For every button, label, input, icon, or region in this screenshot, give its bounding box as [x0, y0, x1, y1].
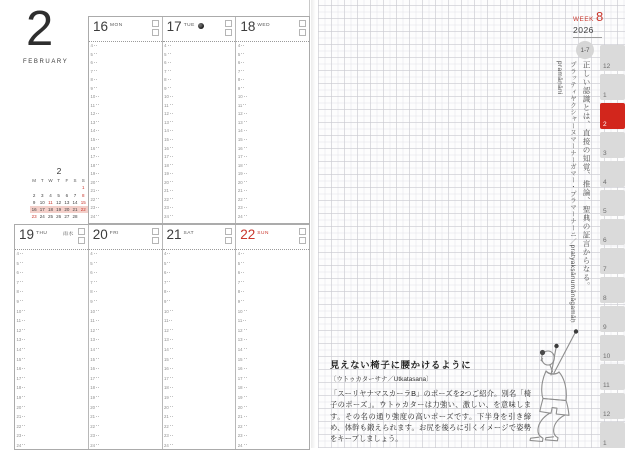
hour-label: 12 — [90, 328, 99, 338]
new-moon-icon — [198, 23, 204, 29]
hour-label: 15 — [90, 357, 99, 367]
day-cell: 16 — [31, 207, 37, 213]
day-cell — [79, 213, 87, 220]
hour-label: 9 — [91, 86, 100, 95]
hour-label: 24 — [164, 443, 173, 449]
hour-label: 19 — [238, 171, 247, 180]
day-cell: 26 — [56, 214, 62, 220]
day-cell — [55, 184, 63, 191]
header-rule — [573, 37, 602, 38]
week-header — [573, 9, 605, 38]
month-tab-8[interactable]: 8 — [600, 277, 625, 303]
task-checkbox[interactable] — [152, 29, 159, 36]
hour-label: 10 — [90, 309, 99, 319]
hour-label: 13 — [238, 337, 247, 347]
hour-label: 9 — [238, 86, 247, 95]
hour-label: 17 — [164, 376, 173, 386]
mini-calendar-week-row — [30, 192, 88, 199]
hour-label: 16 — [238, 146, 247, 155]
weekday-cell: S — [73, 178, 77, 183]
hour-label: 24 — [17, 443, 26, 449]
hour-label: 19 — [164, 395, 173, 405]
month-tab-12[interactable]: 12 — [600, 393, 625, 419]
day-cell — [38, 184, 46, 191]
day-cell: 2 — [32, 192, 36, 198]
hour-label: 5 — [164, 52, 173, 61]
weekday-label: SAT — [183, 230, 195, 236]
task-checkbox[interactable] — [299, 20, 306, 27]
pose-title: 見えない椅子に腰かけるように — [330, 360, 472, 370]
day-cell: 14 — [72, 199, 78, 205]
sutra-reference-badge: 1-7 — [576, 41, 594, 59]
hour-label: 14 — [91, 128, 100, 137]
day-number: 17 — [166, 19, 182, 34]
day-notes-area[interactable] — [236, 250, 309, 449]
month-tab-3[interactable]: 3 — [600, 132, 625, 158]
month-tab-9[interactable]: 9 — [600, 306, 625, 332]
day-header — [163, 225, 236, 250]
month-tab-5[interactable]: 5 — [600, 190, 625, 216]
weekday-cell: T — [57, 178, 61, 183]
hour-label: 11 — [17, 318, 26, 328]
day-cell: 18 — [47, 207, 53, 213]
hour-label: 9 — [164, 299, 173, 309]
hour-label: 19 — [90, 395, 99, 405]
day-cell — [71, 184, 79, 191]
hour-label: 16 — [90, 366, 99, 376]
hour-label: 20 — [238, 405, 247, 415]
sutra-text-reading: プラッティヤクシャーヌマーナーガマー・プラマーナーニ／pratyakṣānumānāgamāḥ pramāṇāni — [556, 61, 576, 323]
day-cell — [63, 184, 71, 191]
pose-subtitle: 〔ウトゥカターサナ／Utkatasana〕 — [330, 376, 433, 383]
hour-label: 12 — [164, 111, 173, 120]
pose-description — [330, 357, 531, 444]
day-cell: 12 — [56, 199, 62, 205]
task-checkbox[interactable] — [299, 228, 306, 235]
weekday-cell: S — [81, 178, 85, 183]
month-tab-10[interactable]: 10 — [600, 335, 625, 361]
weekday-label: FRI — [109, 230, 120, 236]
hour-label: 12 — [238, 328, 247, 338]
hour-label: 12 — [164, 328, 173, 338]
hour-label: 18 — [17, 385, 26, 395]
hour-label: 11 — [238, 103, 247, 112]
hour-label: 17 — [91, 154, 100, 163]
hour-label: 4 — [17, 251, 26, 261]
hour-label: 17 — [164, 154, 173, 163]
day-column-wed — [236, 17, 309, 223]
hour-label: 22 — [164, 197, 173, 206]
month-name: FEBRUARY — [23, 59, 69, 65]
hour-label: 14 — [164, 347, 173, 357]
day-number: 22 — [240, 227, 256, 242]
sutra-text-block — [553, 61, 594, 353]
hour-label: 24 — [238, 443, 247, 449]
checkbox-stack — [299, 228, 306, 244]
hour-label: 17 — [238, 154, 247, 163]
hour-label: 8 — [164, 77, 173, 86]
week-number: 8 — [595, 9, 604, 24]
week-row-bottom — [14, 224, 310, 450]
hour-label: 5 — [90, 261, 99, 271]
hour-label: 6 — [238, 60, 247, 69]
day-cell: 15 — [80, 199, 86, 205]
hour-ruler — [90, 251, 99, 449]
hour-label: 21 — [164, 188, 173, 197]
hour-label: 7 — [238, 280, 247, 290]
task-checkbox[interactable] — [225, 29, 232, 36]
hour-label: 21 — [91, 188, 100, 197]
hour-label: 13 — [90, 337, 99, 347]
day-cell: 19 — [56, 207, 62, 213]
day-cell: 25 — [47, 214, 53, 220]
day-number: 19 — [19, 227, 35, 242]
day-notes-area[interactable] — [163, 250, 236, 449]
hour-label: 15 — [238, 137, 247, 146]
hour-label: 13 — [164, 337, 173, 347]
hour-label: 24 — [164, 214, 173, 223]
hour-label: 18 — [164, 385, 173, 395]
mini-calendar-week-row — [30, 199, 88, 206]
hour-label: 10 — [164, 309, 173, 319]
day-notes-area[interactable] — [89, 250, 162, 449]
day-cell: 8 — [81, 192, 85, 198]
hour-label: 8 — [17, 289, 26, 299]
day-cell: 3 — [41, 192, 44, 198]
week-row-top — [88, 16, 310, 224]
hour-label: 10 — [238, 309, 247, 319]
hour-label: 23 — [238, 433, 247, 443]
hour-label: 20 — [238, 180, 247, 189]
hour-label: 17 — [238, 376, 247, 386]
hour-label: 10 — [17, 309, 26, 319]
day-notes-area[interactable] — [89, 42, 162, 223]
hour-label: 16 — [164, 146, 173, 155]
left-page — [0, 0, 310, 448]
weekday-label: WED — [257, 22, 271, 28]
hour-label: 17 — [17, 376, 26, 386]
day-cell: 4 — [49, 192, 52, 198]
day-cell: 23 — [31, 214, 37, 220]
hour-label: 14 — [17, 347, 26, 357]
hour-ruler — [238, 43, 247, 222]
hour-label: 10 — [91, 94, 100, 103]
day-column-sun — [236, 225, 309, 449]
hour-label: 22 — [238, 197, 247, 206]
hour-label: 23 — [91, 205, 100, 214]
hour-label: 7 — [91, 69, 100, 78]
hour-label: 21 — [238, 188, 247, 197]
hour-label: 22 — [90, 424, 99, 434]
hour-label: 15 — [164, 137, 173, 146]
hour-label: 19 — [17, 395, 26, 405]
month-tab-12[interactable]: 12 — [600, 45, 625, 71]
hour-label: 22 — [164, 424, 173, 434]
hour-label: 19 — [238, 395, 247, 405]
task-checkbox[interactable] — [152, 228, 159, 235]
hour-label: 8 — [164, 289, 173, 299]
weekday-label: THU — [36, 230, 48, 236]
hour-label: 21 — [164, 414, 173, 424]
hour-label: 6 — [90, 270, 99, 280]
hour-label: 5 — [17, 261, 26, 271]
day-cell: 9 — [32, 199, 36, 205]
day-cell: 7 — [73, 192, 77, 198]
hour-label: 18 — [90, 385, 99, 395]
hour-label: 11 — [164, 318, 173, 328]
day-column-fri — [89, 225, 163, 449]
hour-label: 11 — [91, 103, 100, 112]
day-cell: 24 — [39, 214, 45, 220]
hour-label: 18 — [91, 163, 100, 172]
day-cell: 6 — [65, 192, 69, 198]
hour-label: 8 — [238, 77, 247, 86]
hour-label: 8 — [90, 289, 99, 299]
mini-calendar-week-row — [30, 213, 88, 220]
hour-label: 18 — [164, 163, 173, 172]
day-number: 16 — [93, 19, 109, 34]
day-notes-area[interactable] — [15, 250, 88, 449]
hour-label: 20 — [90, 405, 99, 415]
hour-label: 6 — [164, 270, 173, 280]
hour-label: 23 — [238, 205, 247, 214]
day-header — [15, 225, 88, 250]
hour-label: 9 — [164, 86, 173, 95]
task-checkbox[interactable] — [78, 237, 85, 244]
hour-label: 20 — [164, 180, 173, 189]
day-header — [89, 17, 162, 42]
checkbox-stack — [152, 20, 159, 36]
month-tab-6[interactable]: 6 — [600, 219, 625, 245]
month-tab-11[interactable]: 11 — [600, 364, 625, 390]
day-number: 18 — [240, 19, 256, 34]
mini-calendar-week-row — [30, 184, 88, 191]
day-cell: 17 — [39, 207, 45, 213]
hour-label: 22 — [238, 424, 247, 434]
weekday-label: TUE — [183, 22, 195, 28]
day-cell: 20 — [64, 207, 70, 213]
hour-label: 12 — [238, 111, 247, 120]
month-tab-1[interactable]: 1 — [600, 74, 625, 100]
task-checkbox[interactable] — [152, 20, 159, 27]
task-checkbox[interactable] — [299, 29, 306, 36]
day-column-mon — [89, 17, 163, 223]
day-cell: 22 — [80, 207, 86, 213]
hour-label: 21 — [17, 414, 26, 424]
hour-label: 14 — [238, 347, 247, 357]
hour-label: 5 — [164, 261, 173, 271]
hour-label: 11 — [90, 318, 99, 328]
hour-label: 8 — [238, 289, 247, 299]
mini-calendar-month: 2 — [56, 166, 62, 176]
hour-label: 17 — [90, 376, 99, 386]
mini-calendar-week-row — [30, 206, 88, 213]
hour-label: 18 — [238, 163, 247, 172]
hour-label: 10 — [238, 94, 247, 103]
hour-label: 23 — [17, 433, 26, 443]
checkbox-stack — [225, 228, 232, 244]
hour-label: 8 — [91, 77, 100, 86]
hour-label: 6 — [17, 270, 26, 280]
day-header — [236, 225, 309, 250]
hour-label: 4 — [164, 43, 173, 52]
hour-label: 7 — [90, 280, 99, 290]
solar-term-label: 雨水 — [63, 232, 74, 237]
hour-label: 19 — [91, 171, 100, 180]
hour-label: 13 — [91, 120, 100, 129]
hour-label: 24 — [238, 214, 247, 223]
hour-label: 16 — [91, 146, 100, 155]
day-cell — [30, 184, 38, 191]
hour-label: 7 — [17, 280, 26, 290]
month-tab-1[interactable]: 1 — [600, 422, 625, 448]
checkbox-stack — [299, 20, 306, 36]
day-cell: 21 — [72, 207, 78, 213]
hour-label: 4 — [91, 43, 100, 52]
weekday-cell: F — [65, 178, 69, 183]
hour-label: 5 — [238, 261, 247, 271]
page-spine — [311, 0, 318, 448]
day-cell — [46, 184, 54, 191]
day-notes-area[interactable] — [163, 42, 236, 223]
day-header — [163, 17, 236, 42]
hour-label: 9 — [90, 299, 99, 309]
hour-label: 9 — [238, 299, 247, 309]
hour-label: 5 — [91, 52, 100, 61]
hour-label: 14 — [238, 128, 247, 137]
weekday-label: SUN — [257, 230, 269, 236]
weekday-cell: W — [48, 178, 53, 183]
hour-label: 14 — [90, 347, 99, 357]
hour-label: 7 — [164, 280, 173, 290]
day-column-sat — [163, 225, 237, 449]
day-header — [236, 17, 309, 42]
hour-label: 13 — [238, 120, 247, 129]
day-column-thu — [15, 225, 89, 449]
hour-label: 12 — [91, 111, 100, 120]
day-cell: 27 — [64, 214, 70, 220]
task-checkbox[interactable] — [225, 237, 232, 244]
task-checkbox[interactable] — [225, 228, 232, 235]
task-checkbox[interactable] — [78, 228, 85, 235]
day-cell: 10 — [39, 199, 45, 205]
hour-label: 20 — [91, 180, 100, 189]
hour-label: 7 — [238, 69, 247, 78]
hour-label: 11 — [164, 103, 173, 112]
day-number: 21 — [166, 227, 182, 242]
weekday-cell: M — [32, 178, 36, 183]
day-cell: 1 — [81, 185, 85, 191]
hour-ruler — [238, 251, 247, 449]
task-checkbox[interactable] — [299, 237, 306, 244]
checkbox-stack — [225, 20, 232, 36]
hour-label: 23 — [90, 433, 99, 443]
hour-ruler — [164, 43, 173, 222]
weekday-label: MON — [110, 22, 123, 28]
day-cell: 11 — [48, 199, 53, 205]
hour-label: 4 — [90, 251, 99, 261]
mini-calendar-weekday-row — [30, 177, 88, 184]
year-label: 2026 — [573, 25, 594, 35]
hour-label: 11 — [238, 318, 247, 328]
hour-label: 4 — [238, 251, 247, 261]
hour-label: 10 — [164, 94, 173, 103]
hour-label: 24 — [91, 214, 100, 223]
mini-month-calendar — [30, 166, 88, 221]
hour-label: 13 — [164, 120, 173, 129]
hour-label: 16 — [164, 366, 173, 376]
hour-label: 15 — [164, 357, 173, 367]
task-checkbox[interactable] — [152, 237, 159, 244]
day-notes-area[interactable] — [236, 42, 309, 223]
checkbox-stack — [152, 228, 159, 244]
hour-label: 24 — [90, 443, 99, 449]
checkbox-stack — [78, 228, 85, 244]
month-tab-2[interactable]: 2 — [600, 103, 625, 129]
hour-label: 21 — [90, 414, 99, 424]
hour-label: 22 — [91, 197, 100, 206]
month-tab-4[interactable]: 4 — [600, 161, 625, 187]
hour-ruler — [17, 251, 26, 449]
hour-label: 23 — [164, 433, 173, 443]
weekday-cell: T — [40, 178, 44, 183]
hour-label: 6 — [164, 60, 173, 69]
hour-ruler — [91, 43, 100, 222]
month-tab-column — [600, 45, 625, 451]
hour-label: 23 — [164, 205, 173, 214]
hour-label: 7 — [164, 69, 173, 78]
day-cell: 13 — [64, 199, 70, 205]
pose-body-text: 「スーリヤナマスカーラB」のポーズを2つご紹介。別名「椅子のポーズ」。ウトゥカターは力強い、激しい、を意味します。その名の通り強度の高いポーズです。下半身を引き締め、体幹も鍛えられます。お尻を後ろに引くイメージで姿勢をキープしましょう。 — [330, 389, 531, 444]
hour-label: 6 — [238, 270, 247, 280]
hour-label: 21 — [238, 414, 247, 424]
hour-label: 13 — [17, 337, 26, 347]
week-label: WEEK — [573, 16, 594, 23]
task-checkbox[interactable] — [225, 20, 232, 27]
day-number: 20 — [92, 227, 108, 242]
hour-label: 22 — [17, 424, 26, 434]
hour-label: 9 — [17, 299, 26, 309]
day-header — [89, 225, 162, 250]
hour-label: 4 — [164, 251, 173, 261]
day-column-tue — [163, 17, 237, 223]
hour-label: 12 — [17, 328, 26, 338]
hour-label: 16 — [17, 366, 26, 376]
hour-label: 20 — [164, 405, 173, 415]
hour-label: 4 — [238, 43, 247, 52]
month-number: 2 — [26, 2, 54, 56]
month-tab-7[interactable]: 7 — [600, 248, 625, 274]
day-cell: 28 — [72, 214, 78, 220]
hour-label: 15 — [91, 137, 100, 146]
day-cell: 5 — [57, 192, 60, 198]
hour-label: 14 — [164, 128, 173, 137]
hour-label: 16 — [238, 366, 247, 376]
hour-ruler — [164, 251, 173, 449]
hour-label: 18 — [238, 385, 247, 395]
hour-label: 6 — [91, 60, 100, 69]
hour-label: 19 — [164, 171, 173, 180]
hour-label: 20 — [17, 405, 26, 415]
hour-label: 15 — [17, 357, 26, 367]
hour-label: 15 — [238, 357, 247, 367]
sutra-text-japanese: 正しい認識とは、直接の知覚、推論、聖典の証言からなる。 — [582, 61, 591, 291]
hour-label: 5 — [238, 52, 247, 61]
